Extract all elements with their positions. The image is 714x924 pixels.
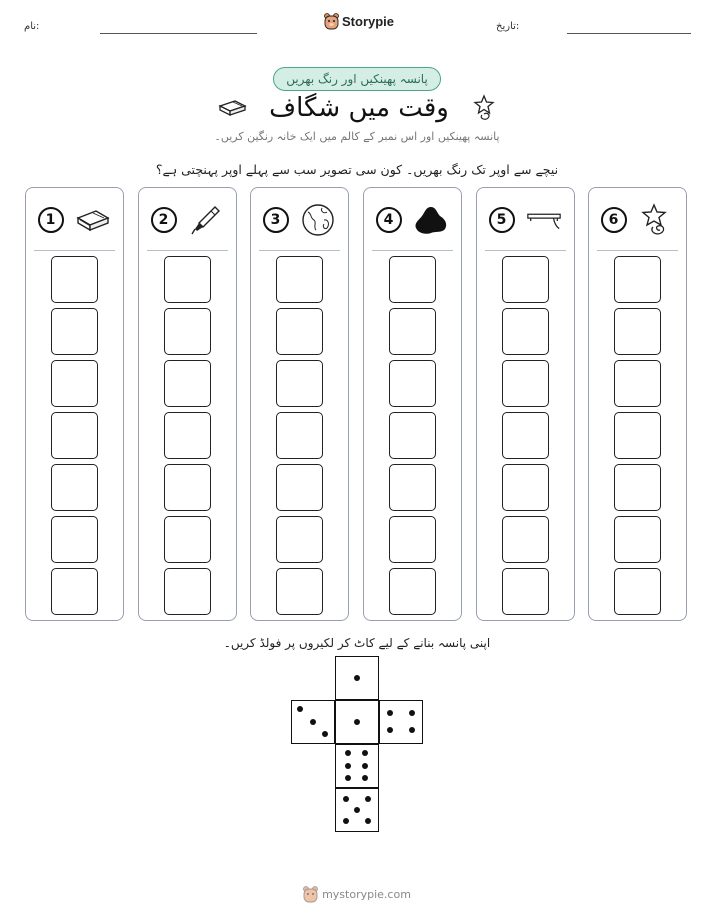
die-pip: [365, 796, 371, 802]
color-box[interactable]: [164, 516, 211, 563]
column-number: 3: [263, 207, 289, 233]
shelf-icon: [525, 203, 563, 237]
die-pip: [343, 818, 349, 824]
column-divider: [34, 250, 115, 251]
date-label: تاریخ:: [496, 21, 520, 32]
page-subtitle: پانسہ پھینکیں اور اس نمبر کے کالم میں ایک خانہ رنگین کریں۔: [214, 130, 500, 143]
color-box[interactable]: [614, 308, 661, 355]
column-5: [476, 187, 575, 621]
color-box[interactable]: [614, 412, 661, 459]
die-face-1: [335, 656, 379, 700]
die-pip: [362, 750, 368, 756]
color-box[interactable]: [502, 516, 549, 563]
color-box[interactable]: [51, 464, 98, 511]
color-box[interactable]: [389, 308, 436, 355]
color-box[interactable]: [389, 256, 436, 303]
die-pip: [345, 750, 351, 756]
color-box[interactable]: [614, 256, 661, 303]
column-divider: [259, 250, 340, 251]
star-swirl-icon: [471, 94, 497, 122]
column-header: [589, 202, 686, 238]
color-box[interactable]: [389, 412, 436, 459]
color-box[interactable]: [614, 568, 661, 615]
color-box[interactable]: [502, 412, 549, 459]
brand-logo: [324, 13, 394, 30]
color-box[interactable]: [164, 464, 211, 511]
die-pip: [409, 727, 415, 733]
column-4: [363, 187, 462, 621]
color-box[interactable]: [51, 412, 98, 459]
die-face-1: [335, 700, 379, 744]
column-1: [25, 187, 124, 621]
color-box[interactable]: [164, 360, 211, 407]
color-box[interactable]: [164, 568, 211, 615]
die-pip: [362, 763, 368, 769]
die-pip: [387, 710, 393, 716]
column-2: [138, 187, 237, 621]
column-6: [588, 187, 687, 621]
color-box[interactable]: [502, 308, 549, 355]
color-box[interactable]: [164, 412, 211, 459]
color-box[interactable]: [502, 360, 549, 407]
globe-icon: [299, 203, 337, 237]
page-title: وقت میں شگاف: [269, 93, 449, 123]
column-header: [364, 202, 461, 238]
book-icon: [74, 203, 112, 237]
column-header: [26, 202, 123, 238]
die-face-3: [291, 700, 335, 744]
book-icon: [217, 97, 247, 119]
color-box[interactable]: [51, 516, 98, 563]
color-box[interactable]: [502, 464, 549, 511]
die-pip: [354, 807, 360, 813]
color-box[interactable]: [276, 464, 323, 511]
die-pip: [310, 719, 316, 725]
die-face-5: [335, 788, 379, 832]
instruction-text: نیچے سے اوپر تک رنگ بھریں۔ کون سی تصویر سب سے پہلے اوپر پہنچتی ہے؟: [155, 162, 559, 177]
column-header: [477, 202, 574, 238]
fountain-pen-icon: [187, 203, 225, 237]
die-pip: [343, 796, 349, 802]
die-face-6: [335, 744, 379, 788]
color-box[interactable]: [614, 464, 661, 511]
column-number: 2: [151, 207, 177, 233]
die-pip: [362, 775, 368, 781]
footer: [303, 886, 411, 903]
color-box[interactable]: [276, 256, 323, 303]
die-pip: [322, 731, 328, 737]
die-pip: [345, 763, 351, 769]
color-box[interactable]: [276, 568, 323, 615]
color-box[interactable]: [276, 516, 323, 563]
die-pip: [387, 727, 393, 733]
color-box[interactable]: [502, 568, 549, 615]
color-box[interactable]: [51, 308, 98, 355]
star-swirl-icon: [637, 203, 675, 237]
color-box[interactable]: [389, 360, 436, 407]
column-number: 1: [38, 207, 64, 233]
column-divider: [147, 250, 228, 251]
die-pip: [345, 775, 351, 781]
color-box[interactable]: [389, 464, 436, 511]
color-box[interactable]: [51, 360, 98, 407]
die-pip: [354, 719, 360, 725]
column-number: 4: [376, 207, 402, 233]
footer-url[interactable]: mystorypie.com: [322, 888, 411, 901]
name-line[interactable]: [100, 33, 257, 34]
column-divider: [485, 250, 566, 251]
color-box[interactable]: [389, 568, 436, 615]
column-header: [139, 202, 236, 238]
color-box[interactable]: [51, 256, 98, 303]
die-pip: [365, 818, 371, 824]
die-net-caption: اپنی پانسہ بنانے کے لیے کاٹ کر لکیروں پر فولڈ کریں۔: [223, 636, 491, 650]
color-box[interactable]: [276, 360, 323, 407]
die-pip: [409, 710, 415, 716]
die-face-4: [379, 700, 423, 744]
color-box[interactable]: [389, 516, 436, 563]
bear-mascot-icon: [324, 13, 339, 30]
column-divider: [372, 250, 453, 251]
column-3: [250, 187, 349, 621]
column-divider: [597, 250, 678, 251]
column-header: [251, 202, 348, 238]
column-number: 5: [489, 207, 515, 233]
color-box[interactable]: [614, 360, 661, 407]
activity-badge: پانسہ پھینکیں اور رنگ بھریں: [273, 67, 441, 91]
color-box[interactable]: [614, 516, 661, 563]
bear-mascot-icon: [303, 886, 318, 903]
die-pip: [354, 675, 360, 681]
color-box[interactable]: [276, 412, 323, 459]
date-line[interactable]: [567, 33, 691, 34]
name-label: نام:: [24, 21, 40, 32]
brand-name: Storypie: [342, 14, 395, 29]
color-box[interactable]: [164, 256, 211, 303]
color-box[interactable]: [502, 256, 549, 303]
die-pip: [297, 706, 303, 712]
color-box[interactable]: [164, 308, 211, 355]
color-box[interactable]: [276, 308, 323, 355]
color-box[interactable]: [51, 568, 98, 615]
column-number: 6: [601, 207, 627, 233]
ink-splat-icon: [412, 203, 450, 237]
